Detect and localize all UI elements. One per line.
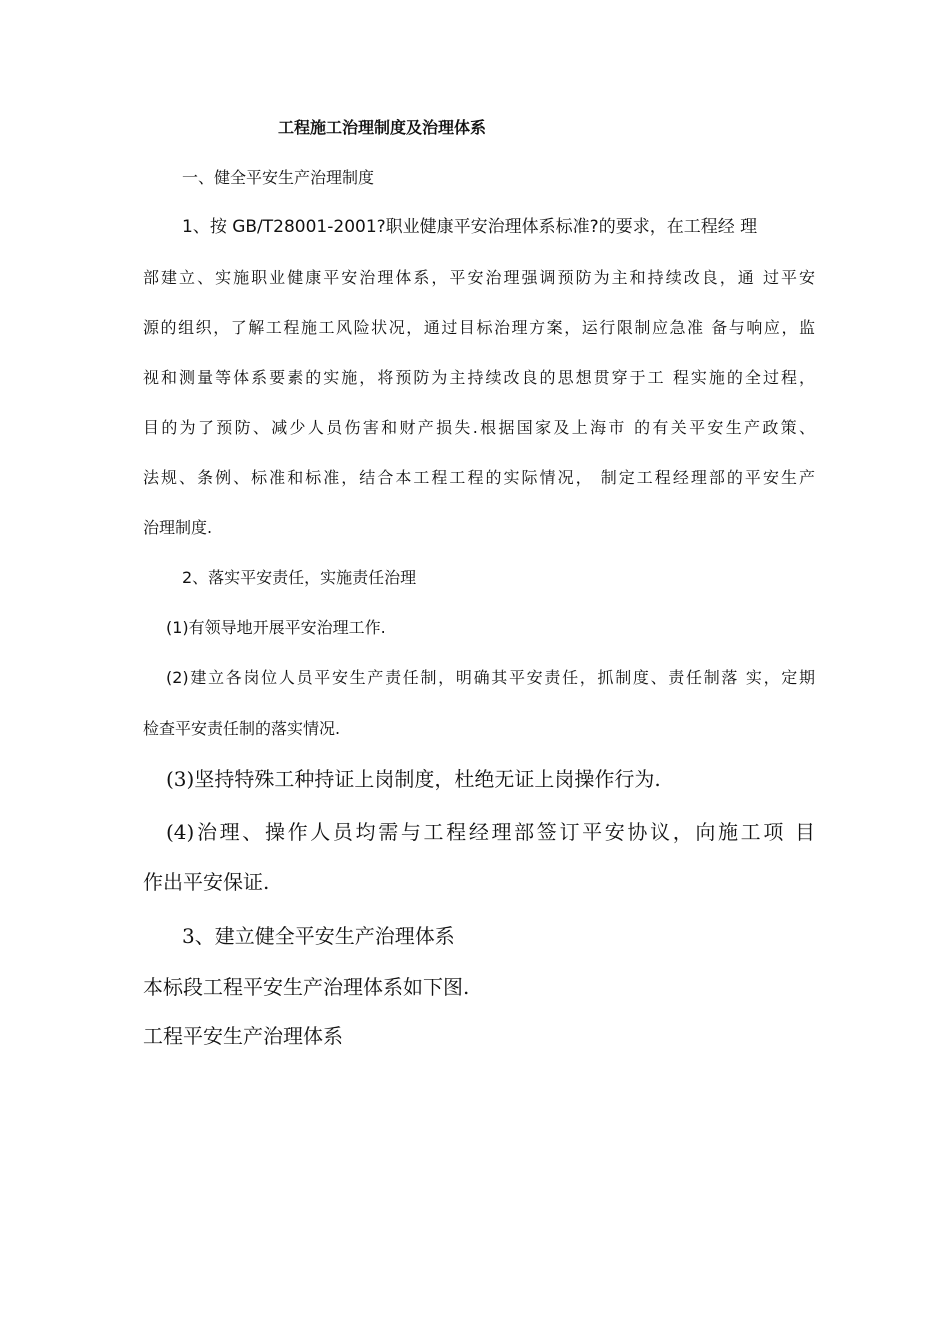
para-1-line-1: 1、按 GB/T28001-2001?职业健康平安治理体系标准?的要求，在工程经 理: [182, 217, 758, 237]
item-2-1: (1)有领导地开展平安治理工作.: [166, 618, 386, 637]
figure-caption: 工程平安生产治理体系: [143, 1024, 343, 1048]
item-2-3: (3)坚持特殊工种持证上岗制度，杜绝无证上岗操作行为.: [166, 767, 661, 791]
para-1-line-4: 视和测量等体系要素的实施，将预防为主持续改良的思想贯穿于工 程实施的全过程，: [143, 368, 815, 387]
para-1-line-2: 部建立、实施职业健康平安治理体系，平安治理强调预防为主和持续改良，通 过平安: [143, 268, 815, 287]
document-title: 工程施工治理制度及治理体系: [278, 118, 487, 137]
item-2-2-line-1: (2)建立各岗位人员平安生产责任制，明确其平安责任，抓制度、责任制落 实，定期: [166, 668, 815, 687]
item-3-text: 本标段工程平安生产治理体系如下图.: [143, 975, 470, 999]
item-2-4-line-2: 作出平安保证.: [143, 870, 270, 894]
section-1-heading: 一、健全平安生产治理制度: [182, 168, 375, 187]
item-2-2-line-2: 检查平安责任制的落实情况.: [143, 719, 341, 738]
item-2-4-line-1: (4)治理、操作人员均需与工程经理部签订平安协议，向施工项 目: [166, 820, 815, 844]
item-2-heading: 2、落实平安责任，实施责任治理: [182, 568, 417, 587]
para-1-line-7: 治理制度.: [143, 518, 213, 537]
para-1-line-3: 源的组织，了解工程施工风险状况，通过目标治理方案，运行限制应急准 备与响应，监: [143, 318, 815, 337]
para-1-line-6: 法规、条例、标准和标准，结合本工程工程的实际情况， 制定工程经理部的平安生产: [143, 468, 815, 487]
para-1-line-5: 目的为了预防、减少人员伤害和财产损失.根据国家及上海市 的有关平安生产政策、: [143, 418, 815, 437]
item-3-heading: 3、建立健全平安生产治理体系: [182, 924, 455, 948]
